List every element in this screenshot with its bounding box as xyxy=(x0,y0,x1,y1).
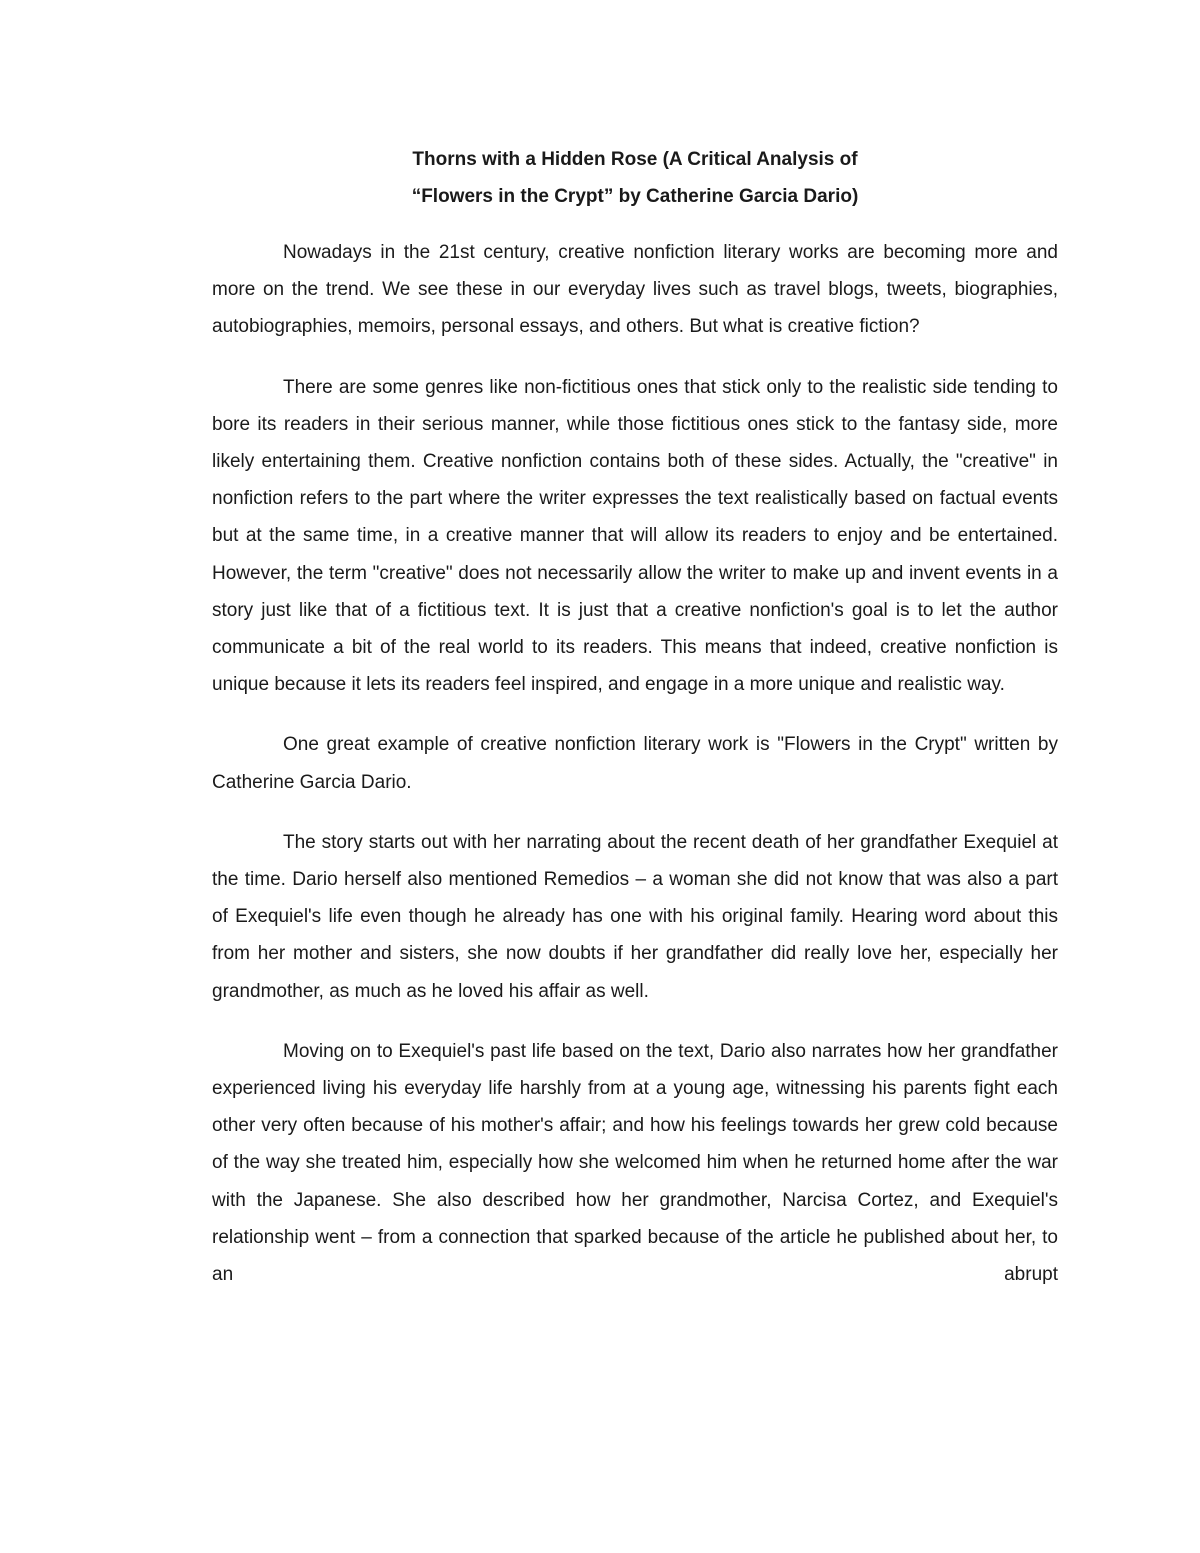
document-body xyxy=(212,234,1058,1293)
title-line-1: Thorns with a Hidden Rose (A Critical Analysis of xyxy=(412,149,858,170)
paragraph-5: Moving on to Exequiel's past life based on the text, Dario also narrates how her grandfather experienced living his everyday life harshly from at a young age, witnessing his parents fight each other very often because of his mother's affair; and how his feelings towards her grew cold because of the way she treated him, especially how she welcomed him when he returned home after the war with the Japanese. She also described how her grandmother, Narcisa Cortez, and Exequiel's relationship went – from a connection that sparked because of the article he published about her, to an abrupt xyxy=(212,1040,1058,1286)
title-line-2: “Flowers in the Crypt” by Catherine Garcia Dario) xyxy=(411,186,859,207)
paragraph-3: One great example of creative nonfiction literary work is "Flowers in the Crypt" written by Catherine Garcia Dario. xyxy=(212,734,1058,793)
document-title xyxy=(212,141,1058,215)
paragraph-1: Nowadays in the 21st century, creative nonfiction literary works are becoming more and more on the trend. We see these in our everyday lives such as travel blogs, tweets, biographies, autobiographies, memoirs, personal essays, and others. But what is creative fiction? xyxy=(212,242,1058,338)
paragraph-4: The story starts out with her narrating about the recent death of her grandfather Exequiel at the time. Dario herself also mentioned Remedios – a woman she did not know that was also a part of Exequiel's life even though he already has one with his original family. Hearing word about this from her mother and sisters, she now doubts if her grandfather did really love her, especially her grandmother, as much as he loved his affair as well. xyxy=(212,831,1058,1002)
paragraph-2: There are some genres like non-fictitious ones that stick only to the realistic side tending to bore its readers in their serious manner, while those fictitious ones stick to the fantasy side, more likely entertaining them. Creative nonfiction contains both of these sides. Actually, the "creative" in nonfiction refers to the part where the writer expresses the text realistically based on factual events but at the same time, in a creative manner that will allow its readers to enjoy and be entertained. However, the term "creative" does not necessarily allow the writer to make up and invent events in a story just like that of a fictitious text. It is just that a creative nonfiction's goal is to let the author communicate a bit of the real world to its readers. This means that indeed, creative nonfiction is unique because it lets its readers feel inspired, and engage in a more unique and realistic way. xyxy=(212,376,1058,696)
